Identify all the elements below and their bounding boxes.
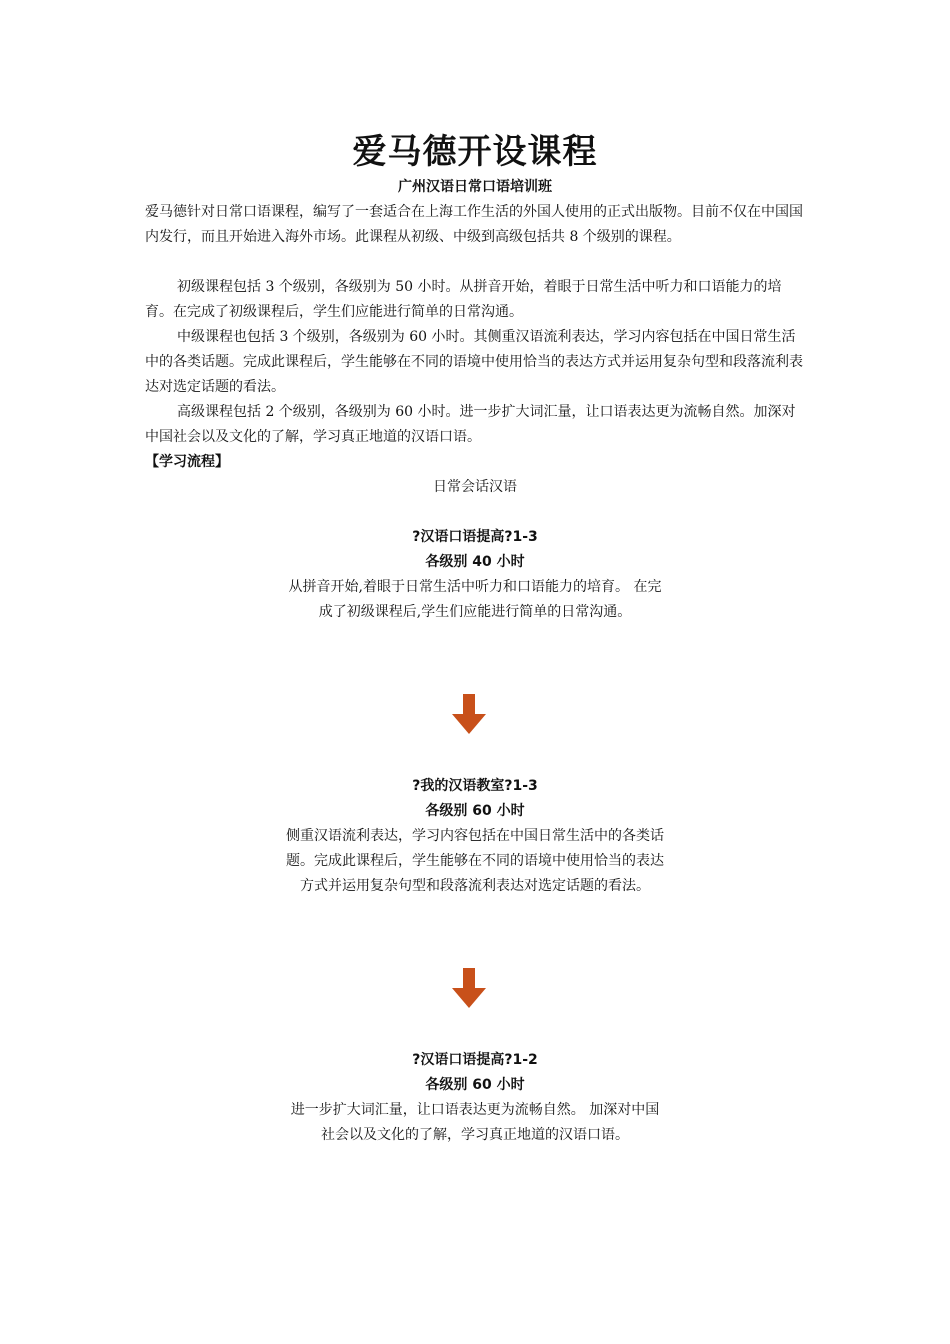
step-2-title: ?我的汉语教室?1-3 — [412, 778, 538, 794]
section-label: 【学习流程】 — [145, 454, 229, 470]
step-3-hours: 各级别 60 小时 — [425, 1077, 525, 1093]
page-subtitle: 广州汉语日常口语培训班 — [398, 179, 552, 195]
flow-heading: 日常会话汉语 — [433, 479, 517, 495]
page-title: 爱马德开设课程 — [352, 132, 598, 172]
step-1-description: 从拼音开始,着眼于日常生活中听力和口语能力的培育。 在完成了初级课程后,学生们应能进行简单的日常沟通。 — [288, 579, 662, 620]
step-2-description: 侧重汉语流利表达，学习内容包括在中国日常生活中的各类话题。完成此课程后，学生能够在不同的语境中使用恰当的表达方式并运用复杂句型和段落流利表达对选定话题的看法。 — [286, 828, 664, 894]
beginner-paragraph: 初级课程包括 3 个级别，各级别为 50 小时。从拼音开始，着眼于日常生活中听力和口语能力的培育。在完成了初级课程后，学生们应能进行简单的日常沟通。 — [145, 279, 782, 320]
arrow-down-shape — [452, 968, 486, 1008]
intermediate-paragraph: 中级课程也包括 3 个级别，各级别为 60 小时。其侧重汉语流利表达，学习内容包括在中国日常生活中的各类话题。完成此课程后，学生能够在不同的语境中使用恰当的表达方式并运用复杂句型和段落流利表达对选定话题的看法。 — [145, 329, 803, 395]
intro-paragraph: 爱马德针对日常口语课程，编写了一套适合在上海工作生活的外国人使用的正式出版物。目前不仅在中国国内发行，而且开始进入海外市场。此课程从初级、中级到高级包括共 8 个级别的课程。 — [145, 204, 803, 245]
step-1-title: ?汉语口语提高?1-3 — [412, 529, 538, 545]
step-2-hours: 各级别 60 小时 — [425, 803, 525, 819]
advanced-paragraph: 高级课程包括 2 个级别，各级别为 60 小时。进一步扩大词汇量，让口语表达更为流畅自然。加深对中国社会以及文化的了解，学习真正地道的汉语口语。 — [145, 404, 796, 445]
arrow-down-icon — [452, 694, 486, 734]
step-3-description: 进一步扩大词汇量，让口语表达更为流畅自然。 加深对中国社会以及文化的了解，学习真正地道的汉语口语。 — [290, 1102, 660, 1143]
step-3-title: ?汉语口语提高?1-2 — [412, 1052, 538, 1068]
arrow-down-shape — [452, 694, 486, 734]
step-1-hours: 各级别 40 小时 — [425, 554, 525, 570]
arrow-down-icon — [452, 968, 486, 1008]
